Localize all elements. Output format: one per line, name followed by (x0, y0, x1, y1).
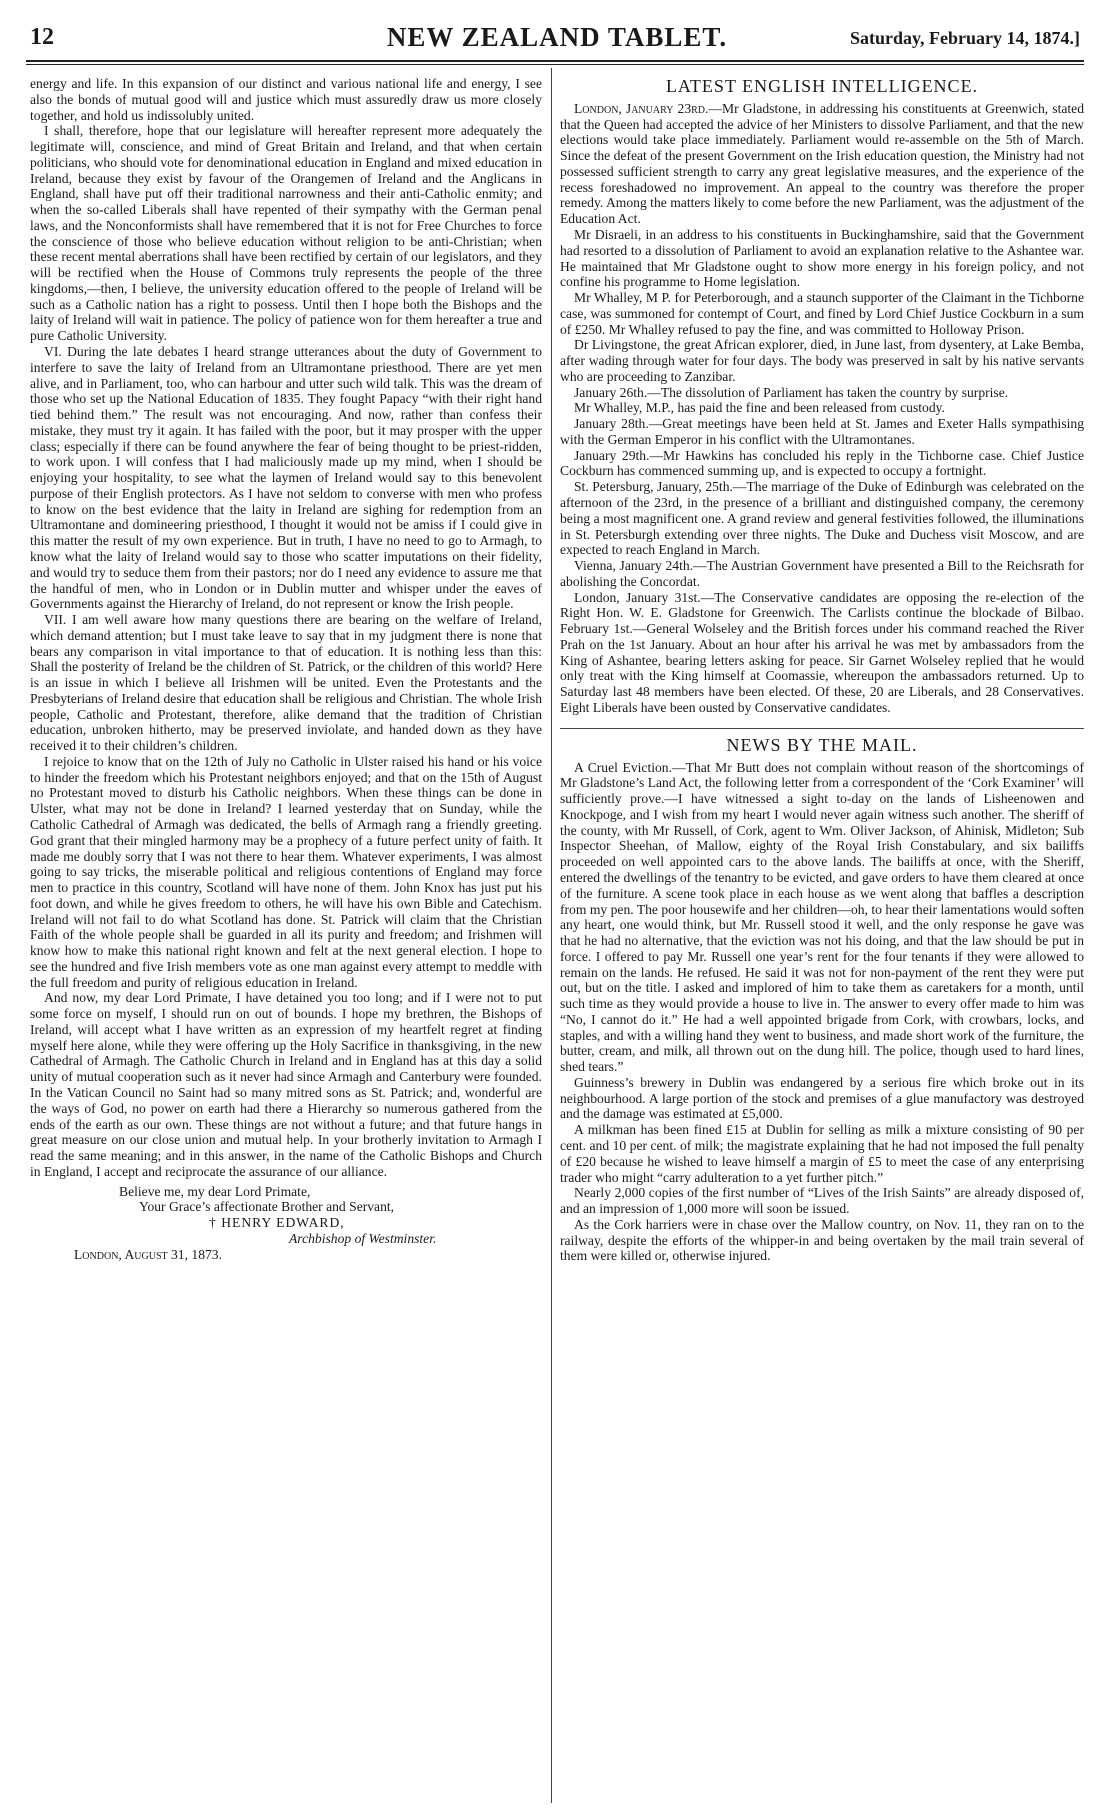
article-paragraph: Dr Livingstone, the great African explorer, died, in June last, from dysentery, at Lake Bemba, after wading through water for four days. The body was preserved in salt by his native servants who are proceeding to Zanzibar. (560, 337, 1084, 384)
signature-servant: Your Grace’s affectionate Brother and Servant, (139, 1199, 395, 1215)
page-header (0, 0, 1114, 58)
article-paragraph: Guinness’s brewery in Dublin was endangered by a serious fire which broke out in its neighbourhood. A large portion of the stock and premises of a glue manufactory was destroyed and the damage was estimated at £5,000. (560, 1074, 1084, 1122)
header-rule-thin (26, 64, 1084, 65)
page-number: 12 (30, 24, 54, 50)
newspaper-title: NEW ZEALAND TABLET. (386, 22, 728, 52)
article-paragraph: —Mr Gladstone, in addressing his constituents at Greenwich, stated that the Queen had accepted the advice of her Ministers to dissolve Parliament, and that the new elections would take place immediately. Parliament would re-assemble on the 5th of March. Since the defeat of the present Government on the Irish education question, the Ministry had not possessed sufficient strength to carry any great legislative measures, and the experience of the recess foreshadowed no improvement. An appeal to the country was therefore the proper remedy. Among the matters likely to come before the new Parliament, was the adjustment of the Education Act. (560, 100, 1084, 227)
signature-closing: Believe me, my dear Lord Primate, (119, 1183, 311, 1199)
article-paragraph: St. Petersburg, January, 25th.—The marriage of the Duke of Edinburgh was celebrated on the afternoon of the 23rd, in the presence of a brilliant and distinguished company, the ceremony being a most magnificent one. A grand review and general festivities followed, the illuminations in St. Petersburgh extending over three nights. The Duke and Duchess visit Moscow, and are expected to reach England in March. (560, 479, 1084, 558)
article-paragraph: And now, my dear Lord Primate, I have detained you too long; and if I were not to put some force on myself, I should run on out of bounds. I hope my brethren, the Bishops of Ireland, will accept what I have written as an expression of my heartfelt regret at finding myself here alone, while they were offering up the Holy Sacrifice in thanksgiving, in the new Cathedral of Armagh. The Catholic Church in Ireland and in England has at this day a solid unity of mutual cooperation such as it never had since Armagh and Canterbury were founded. In the Vatican Council no Saint had so many mitred sons as St. Patrick; and, wonderful are the ways of God, no power on earth had there a Hierarchy so numerous gathered from the ends of the earth as our own. These things are not without a future; and that future hangs in great measure on our close union and mutual help. In your brotherly invitation to Armagh I read the same meaning; and in this answer, in the name of the Catholic Bishops and Church in England, I accept and reciprocate the assurance of our alliance. (30, 990, 542, 1179)
article-paragraph: Mr Whalley, M P. for Peterborough, and a staunch supporter of the Claimant in the Tichborne case, was summoned for contempt of Court, and fined by Lord Chief Justice Cockburn in a sum of £250. Mr Whalley refused to pay the fine, and was committed to Holloway Prison. (560, 290, 1084, 337)
article-paragraph: Mr Whalley, M.P., has paid the fine and been released from custody. (574, 400, 945, 416)
article-paragraph: Mr Disraeli, in an address to his constituents in Buckinghamshire, said that the Government had resorted to a dissolution of Parliament to avoid an explanation relative to the Ashantee war. He maintained that Mr Gladstone ought to show more energy in his foreign policy, and not confine his programme to Home legislation. (560, 227, 1084, 290)
issue-date: Saturday, February 14, 1874.] (849, 28, 1080, 48)
signature-name: † HENRY EDWARD, (209, 1215, 345, 1231)
signature-title: Archbishop of Westminster. (289, 1230, 437, 1246)
article-paragraph: I shall, therefore, hope that our legislature will hereafter represent more adequately the legitimate will, conscience, and mind of Great Britain and Ireland, and that when certain politicians, who should vote for denominational education in England and mixed education in Ireland, because they exist by favour of the Orangemen of Ireland and the Anglicans in England, shall have put off their traditional narrowness and their anti-Catholic enmity; and when the so-called Liberals shall have repented of their sympathy with the German penal laws, and the Nonconformists shall have remembered that it is not for Free Churches to force the conscience of those who believe education without religion to be anti-Christian; when these recent mental aberrations shall have been rectified by certain of our legislators, and they will be rectified when the House of Commons truly represents the people of the three kingdoms,—then, I believe, the university education offered to the people of Ireland will be such as a Catholic nation has a right to possess. Until then I hope both the Bishops and the laity of Ireland will wait in patience. The policy of patience won for them hereafter a true and pure Catholic University. (30, 123, 542, 344)
article-paragraph: January 26th.—The dissolution of Parliament has taken the country by surprise. (574, 384, 1009, 400)
signature-dateline: London, August 31, 1873. (74, 1246, 222, 1262)
article-paragraph: VII. I am well aware how many questions there are bearing on the welfare of Ireland, which demand attention; but I must take leave to say that in my judgment there is none that bears any comparison in vital importance to that of education. It is nothing less than this: Shall the posterity of Ireland be the children of St. Patrick, or the children of this world? Here is an issue in which I believe all Irishmen will be united. Even the Protestants and the Presbyterians of Ireland desire that education shall be religious and Christian. The whole Irish people, Catholic and Protestant, therefore, alike demand that the tradition of Christian education, unbroken hitherto, may be preserved inviolate, and handed down as they have received it to their children’s children. (30, 612, 542, 754)
right-column (560, 76, 1084, 1805)
column-divider (551, 68, 552, 1803)
article-paragraph: As the Cork harriers were in chase over the Mallow country, on Nov. 11, they ran on to the railway, despite the efforts of the whipper-in and being overtaken by the mail train several of them were killed or, otherwise injured. (560, 1216, 1084, 1264)
left-column (30, 76, 542, 1805)
article-paragraph: London, January 31st.—The Conservative candidates are opposing the re-election of the Right Hon. W. E. Gladstone for Greenwich. The Carlists continue the blockade of Bilbao. February 1st.—General Wolseley and the British forces under his command reached the River Prah on the 1st January. About an hour after his arrival he was met by ambassadors from the King of Ashantee, bearing letters asking for peace. Sir Garnet Wolseley replied that he would only treat with the King himself at Coomassie, whereupon the ambassadors returned. Up to Saturday last 48 members have been elected. Of these, 20 are Liberals, and 28 Conservatives. Eight Liberals have been ousted by Conservative candidates. (560, 589, 1084, 715)
header-rule (26, 60, 1084, 62)
article-paragraph: January 28th.—Great meetings have been held at St. James and Exeter Halls sympathising with the German Emperor in his conflict with the Ultramontanes. (560, 416, 1084, 447)
article-paragraph: Nearly 2,000 copies of the first number of “Lives of the Irish Saints” are already disposed of, and an impression of 1,000 more will soon be issued. (560, 1185, 1084, 1217)
article-paragraph: A Cruel Eviction.—That Mr Butt does not complain without reason of the shortcomings of Mr Gladstone’s Land Act, the following letter from a correspondent of the ‘Cork Examiner’ will sufficiently prove.—I have witnessed a sight to-day on the lands of Lisheenowen and Knockpoge, and I wish from my heart I would never again witness such another. The sheriff of the county, with Mr Russell, of Cork, agent to Wm. Oliver Jackson, of Ahinisk, Midleton; Sub Inspector Sheehan, of Mallow, eighty of the Royal Irish Constabulary, and six bailiffs proceeded on well appointed cars to the above lands. The bailiffs at once, with the Sheriff, entered the dwellings of the tenantry to be evicted, and gave orders to have them cleared at once of the furniture. A scene took place in each house as we went along that baffles a description from my pen. The poor housewife and her children—oh, to hear their lamentations would soften any heart, one would think, but Mr. Russell stood it well, and the only response he gave was that he had no alternative, that the eviction was not his doing, and that the law should be put in force. I offered to pay Mr. Russell one year’s rent for the four tenants if they were allowed to remain on the lands. He refused. He said it was not for non-payment of the rent they were put out, but on the title. I asked and implored of him to take them as caretakers for a month, until such time as they would provide a house to live in. The answer to every offer made to him was “No, I cannot do it.” He had a well appointed brigade from Cork, with crowbars, locks, and staples, and with a willing hand they went to business, and made short work of the furniture, the butter, cream, and milk, all thrown out on the dung hill. The police, though used to hard lines, shed tears.” (560, 759, 1084, 1075)
article-paragraph: A milkman has been fined £15 at Dublin for selling as milk a mixture consisting of 90 per cent. and 10 per cent. of milk; the magistrate explaining that he had not imposed the full penalty of £20 because he wished to leave himself a margin of £5 to meet the case of any enterprising trader who might “carry adulteration to a yet further pitch.” (560, 1122, 1084, 1185)
article-paragraph: I rejoice to know that on the 12th of July no Catholic in Ulster raised his hand or his voice to hinder the freedom which his Protestant neighbors enjoyed; and that on the 15th of August no Protestant moved to disturb his Catholic neighbors. When these things can be done in Ulster, what may not be done in Ireland? I learned yesterday that on Sunday, while the Catholic Cathedral of Armagh was dedicated, the bells of Armagh rang a friendly greeting. God grant that their mingled harmony may be a prophecy of a future perfect unity of faith. It made me doubly sorry that I was not there to hear them. Whatever experiments, I was almost going to say tricks, the miserable political and religious contentions of England may force men to practice in this country, Scotland will have none of them. John Knox has just put his foot down, and while he gives freedom to others, he will have his own Bible and Catechism. Ireland will not fail to do what Scotland has done. St. Patrick will claim that the Christian Faith of the whole people shall be guarded in all its purity and freedom; and Irishmen will know how to make this national right known and felt at the next general election. I hope to see the hundred and five Irish members vote as one man against every attempt to meddle with the full freedom and purity of religious education in Ireland. (30, 753, 542, 990)
article-paragraph: January 29th.—Mr Hawkins has concluded his reply in the Tichborne case. Chief Justice Cockburn has commenced summing up, and is expected to occupy a fortnight. (560, 447, 1084, 479)
article-paragraph: energy and life. In this expansion of our distinct and various national life and energy, I see also the bonds of mutual good will and justice which must assuredly draw us more closely together, and hold us indissolubly united. (30, 76, 542, 123)
section-title-english-intelligence: LATEST ENGLISH INTELLIGENCE. (665, 76, 979, 96)
section-dateline: London, January 23rd. (574, 100, 709, 116)
article-paragraph: VI. During the late debates I heard strange utterances about the duty of Government to interfere to save the laity of Ireland from an Ultramontane priesthood. There are yet men alive, and in Parliament, too, who can harbour and utter such wild talk. This was the dream of those who set up the National Education of 1835. They fought Papacy “with their right hand tied behind them.” The result was not encouraging. And now, rather than confess their mistake, they must try it again. It has failed with the poor, but it may prosper with the upper class; especially if there can be found anywhere the fear of being thought to be priest-ridden, to work upon. I will confess that I had maliciously made up my mind, when I should be enjoying your hospitality, to see what the laymen of Ireland would say to this benevolent purpose of their English protectors. As I have not seldom to converse with men who profess to know on the best evidence that the laity in Ireland are sighing for redemption from an Ultramontane and domineering priesthood, I thought it would not be amiss if I could give in this matter the result of my own experience. But in truth, I have no need to go to Armagh, to know what the laity of Ireland would say to those who scatter imputations on their fidelity, and would try to seduce them from their pastors; nor do I need any evidence to assure me that the handful of men, who in London or in Dublin mutter and whisper under the eaves of Governments against the Hierarchy of Ireland, do not represent or know the Irish people. (30, 344, 542, 612)
article-paragraph: Vienna, January 24th.—The Austrian Government have presented a Bill to the Reichsrath for abolishing the Concordat. (560, 558, 1084, 589)
section-title-news-by-mail: NEWS BY THE MAIL. (560, 728, 1084, 756)
